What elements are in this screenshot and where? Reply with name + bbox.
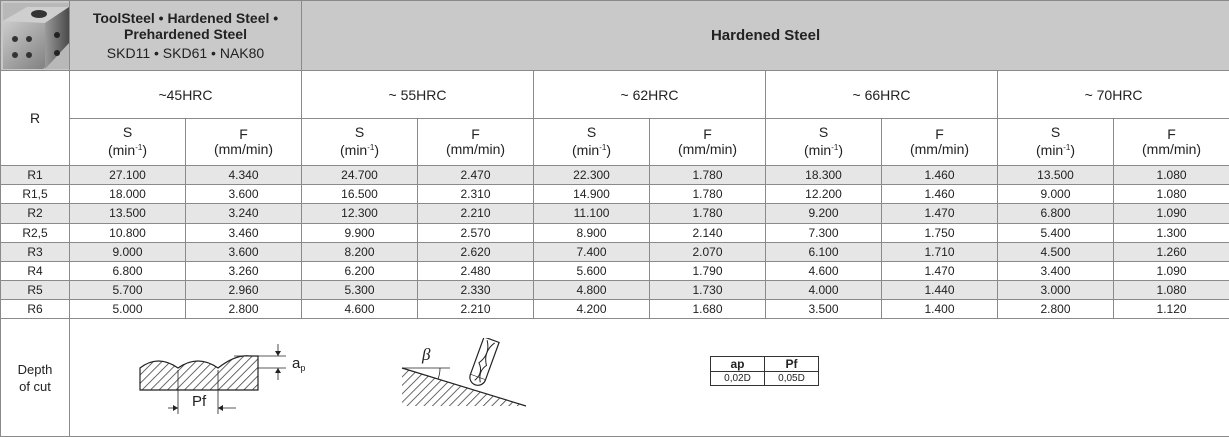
speed-value-cell: 4.200 (534, 300, 650, 319)
r-column-header: R (1, 71, 70, 166)
speed-unit: $(\min^{-1})$ (572, 142, 612, 159)
hardness-66: ~ 66HRC (766, 71, 998, 118)
speed-unit: $(\min^{-1})$ (804, 142, 844, 159)
speed-value-cell: 5.300 (302, 280, 418, 299)
mini-header-ap: ap (711, 357, 765, 372)
steel-block-icon (3, 3, 69, 69)
feed-value-cell: 2.310 (418, 185, 534, 204)
feed-value-cell: 2.210 (418, 204, 534, 223)
speed-value-cell: 4.600 (766, 261, 882, 280)
feed-value-cell: 1.730 (650, 280, 766, 299)
feed-value-cell: 2.330 (418, 280, 534, 299)
speed-value-cell: 22.300 (534, 166, 650, 185)
speed-label: S (354, 124, 365, 141)
speed-label: S (122, 124, 133, 141)
speed-header (998, 118, 1114, 165)
feed-header (1114, 118, 1229, 165)
depth-label-line2: of cut (19, 378, 51, 394)
feed-value-cell: 2.480 (418, 261, 534, 280)
radius-cell: R1,5 (1, 185, 70, 204)
table-row (1, 300, 1229, 319)
feed-header (418, 118, 534, 165)
feed-value-cell: 3.600 (186, 185, 302, 204)
feed-unit: (mm/min) (909, 140, 970, 157)
speed-value-cell: 2.800 (998, 300, 1114, 319)
speed-value-cell: 6.200 (302, 261, 418, 280)
feed-value-cell: 1.260 (1114, 242, 1229, 261)
radius-cell: R3 (1, 242, 70, 261)
speed-value-cell: 18.000 (70, 185, 186, 204)
feed-value-cell: 2.140 (650, 223, 766, 242)
feed-value-cell: 2.210 (418, 300, 534, 319)
speed-value-cell: 16.500 (302, 185, 418, 204)
ball-end-mill-icon (398, 338, 533, 412)
speed-value-cell: 18.300 (766, 166, 882, 185)
feed-value-cell: 2.960 (186, 280, 302, 299)
speed-value-cell: 12.200 (766, 185, 882, 204)
feed-value-cell: 1.080 (1114, 280, 1229, 299)
feed-label: F (239, 125, 248, 142)
feed-header (882, 118, 998, 165)
speed-value-cell: 3.500 (766, 300, 882, 319)
speed-label: S (586, 124, 597, 141)
table-row (1, 261, 1229, 280)
speed-value-cell: 9.000 (998, 185, 1114, 204)
feed-value-cell: 1.780 (650, 204, 766, 223)
speed-header (70, 118, 186, 165)
speed-value-cell: 3.400 (998, 261, 1114, 280)
hardened-steel-header: Hardened Steel (302, 1, 1229, 71)
speed-header (766, 118, 882, 165)
mini-header-pf: Pf (765, 357, 819, 372)
speed-value-cell: 8.200 (302, 242, 418, 261)
ap-pf-mini-table (710, 356, 819, 386)
feed-value-cell: 1.470 (882, 261, 998, 280)
table-row (1, 280, 1229, 299)
radius-cell: R4 (1, 261, 70, 280)
feed-value-cell: 1.080 (1114, 185, 1229, 204)
feed-value-cell: 1.400 (882, 300, 998, 319)
speed-value-cell: 6.800 (998, 204, 1114, 223)
table-row (1, 242, 1229, 261)
speed-value-cell: 27.100 (70, 166, 186, 185)
hardness-62: ~ 62HRC (534, 71, 766, 118)
mini-value-pf: 0,05D (765, 372, 819, 386)
speed-label: S (818, 124, 829, 141)
feed-value-cell: 1.090 (1114, 204, 1229, 223)
feed-unit: (mm/min) (1142, 140, 1202, 157)
speed-value-cell: 7.400 (534, 242, 650, 261)
feed-value-cell: 3.600 (186, 242, 302, 261)
speed-value-cell: 9.900 (302, 223, 418, 242)
material-grades: SKD11 • SKD61 • NAK80 (106, 45, 265, 62)
speed-value-cell: 6.100 (766, 242, 882, 261)
table-row (1, 166, 1229, 185)
ap-label: $a_p$ (292, 355, 306, 373)
speed-value-cell: 5.700 (70, 280, 186, 299)
feed-value-cell: 1.440 (882, 280, 998, 299)
feed-value-cell: 1.120 (1114, 300, 1229, 319)
feed-value-cell: 1.710 (882, 242, 998, 261)
feed-label: F (1167, 125, 1176, 142)
pf-label: Pf (192, 393, 207, 410)
speed-value-cell: 11.100 (534, 204, 650, 223)
feed-value-cell: 1.750 (882, 223, 998, 242)
speed-unit: $(\min^{-1})$ (1036, 142, 1076, 159)
depth-label-line1: Depth (17, 361, 53, 377)
feed-value-cell: 1.300 (1114, 223, 1229, 242)
speed-value-cell: 3.000 (998, 280, 1114, 299)
speed-header (302, 118, 418, 165)
feed-unit: (mm/min) (445, 140, 506, 157)
beta-label: β (422, 345, 431, 364)
table-row (1, 223, 1229, 242)
speed-unit: $(\min^{-1})$ (340, 142, 380, 159)
speed-value-cell: 8.900 (534, 223, 650, 242)
feed-value-cell: 3.460 (186, 223, 302, 242)
speed-label: S (1050, 124, 1061, 141)
radius-cell: R5 (1, 280, 70, 299)
feed-value-cell: 4.340 (186, 166, 302, 185)
speed-value-cell: 9.200 (766, 204, 882, 223)
material-title: ToolSteel • Hardened Steel • Prehardened Steel (92, 10, 279, 43)
hardness-45: ~45HRC (70, 71, 302, 118)
speed-value-cell: 5.400 (998, 223, 1114, 242)
depth-of-cut-label (1, 319, 70, 437)
speed-value-cell: 5.600 (534, 261, 650, 280)
hardness-70: ~ 70HRC (998, 71, 1229, 118)
feed-value-cell: 1.470 (882, 204, 998, 223)
feed-value-cell: 1.460 (882, 185, 998, 204)
table-row (1, 185, 1229, 204)
material-header (70, 1, 302, 71)
feed-value-cell: 1.460 (882, 166, 998, 185)
speed-value-cell: 14.900 (534, 185, 650, 204)
feed-value-cell: 2.470 (418, 166, 534, 185)
feed-value-cell: 1.680 (650, 300, 766, 319)
radius-cell: R6 (1, 300, 70, 319)
speed-value-cell: 12.300 (302, 204, 418, 223)
hardness-55: ~ 55HRC (302, 71, 534, 118)
radius-cell: R1 (1, 166, 70, 185)
speed-value-cell: 7.300 (766, 223, 882, 242)
table-row (1, 204, 1229, 223)
speed-value-cell: 13.500 (70, 204, 186, 223)
feed-value-cell: 1.790 (650, 261, 766, 280)
material-icon-cell (1, 1, 70, 71)
speed-value-cell: 4.500 (998, 242, 1114, 261)
speed-value-cell: 10.800 (70, 223, 186, 242)
radius-cell: R2 (1, 204, 70, 223)
feed-value-cell: 2.570 (418, 223, 534, 242)
speed-value-cell: 6.800 (70, 261, 186, 280)
feed-label: F (471, 125, 480, 142)
speed-value-cell: 4.600 (302, 300, 418, 319)
feed-value-cell: 3.260 (186, 261, 302, 280)
speed-value-cell: 5.000 (70, 300, 186, 319)
feed-value-cell: 2.620 (418, 242, 534, 261)
feed-label: F (935, 125, 944, 142)
feed-unit: (mm/min) (213, 140, 274, 157)
feed-unit: (mm/min) (677, 140, 738, 157)
radius-cell: R2,5 (1, 223, 70, 242)
feed-value-cell: 1.780 (650, 166, 766, 185)
speed-value-cell: 24.700 (302, 166, 418, 185)
feed-label: F (703, 125, 712, 142)
scallop-diagram-icon (136, 336, 336, 418)
feed-value-cell: 3.240 (186, 204, 302, 223)
speed-value-cell: 9.000 (70, 242, 186, 261)
sf-header-row (1, 118, 1229, 165)
data-rows (1, 166, 1229, 319)
feed-value-cell: 1.090 (1114, 261, 1229, 280)
feed-value-cell: 2.800 (186, 300, 302, 319)
feed-header (650, 118, 766, 165)
speed-value-cell: 4.800 (534, 280, 650, 299)
mini-value-ap: 0,02D (711, 372, 765, 386)
speed-value-cell: 4.000 (766, 280, 882, 299)
feed-header (186, 118, 302, 165)
feed-value-cell: 1.780 (650, 185, 766, 204)
speed-unit: $(\min^{-1})$ (107, 142, 148, 159)
feed-value-cell: 1.080 (1114, 166, 1229, 185)
speed-header (534, 118, 650, 165)
speed-value-cell: 13.500 (998, 166, 1114, 185)
feed-value-cell: 2.070 (650, 242, 766, 261)
